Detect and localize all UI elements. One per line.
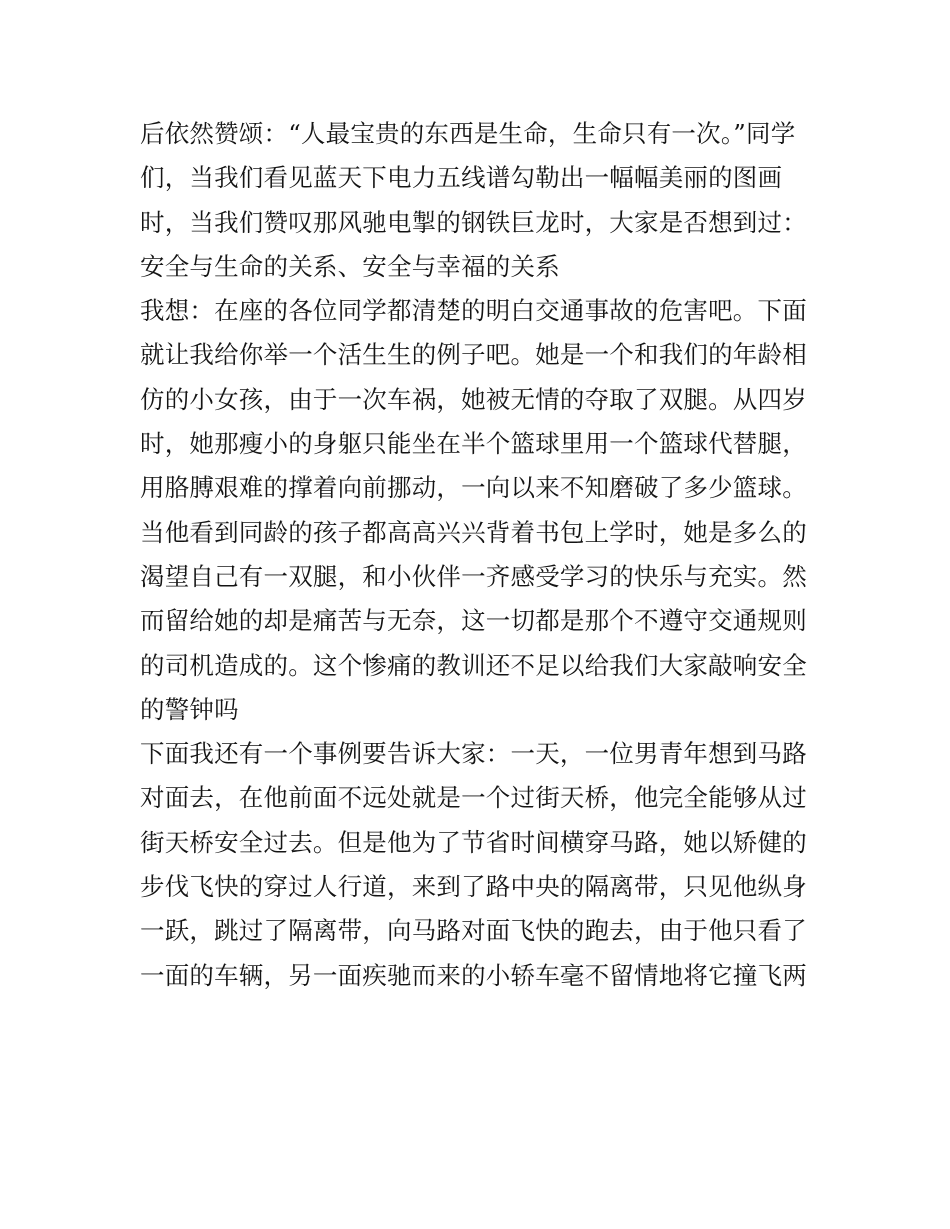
text-line: 一面的车辆，另一面疾驰而来的小轿车毫不留情地将它撞飞两 bbox=[140, 960, 807, 990]
text-line: 步伐飞快的穿过人行道，来到了路中央的隔离带，只见他纵身 bbox=[140, 872, 807, 902]
text-line: 的司机造成的。这个惨痛的教训还不足以给我们大家敲响安全 bbox=[140, 650, 807, 680]
text-line: 一跃，跳过了隔离带，向马路对面飞快的跑去，由于他只看了 bbox=[140, 916, 807, 946]
body-text bbox=[140, 112, 820, 998]
text-line: 当他看到同龄的孩子都高高兴兴背着书包上学时，她是多么的 bbox=[140, 517, 807, 547]
text-line: 的警钟吗 bbox=[140, 694, 239, 724]
text-line: 我想：在座的各位同学都清楚的明白交通事故的危害吧。下面 bbox=[140, 296, 807, 326]
text-line: 时，她那瘦小的身躯只能坐在半个篮球里用一个篮球代替腿， bbox=[140, 429, 807, 459]
text-line: 安全与生命的关系、安全与幸福的关系 bbox=[140, 251, 560, 281]
text-line: 下面我还有一个事例要告诉大家：一天，一位男青年想到马路 bbox=[140, 739, 807, 769]
text-line: 而留给她的却是痛苦与无奈，这一切都是那个不遵守交通规则 bbox=[140, 606, 807, 636]
text-line: 们，当我们看见蓝天下电力五线谱勾勒出一幅幅美丽的图画 bbox=[140, 163, 783, 193]
text-line: 就让我给你举一个活生生的例子吧。她是一个和我们的年龄相 bbox=[140, 340, 807, 370]
text-line: 对面去，在他前面不远处就是一个过街天桥，他完全能够从过 bbox=[140, 783, 807, 813]
text-line: 仿的小女孩，由于一次车祸，她被无情的夺取了双腿。从四岁 bbox=[140, 384, 807, 414]
text-line: 渴望自己有一双腿，和小伙伴一齐感受学习的快乐与充实。然 bbox=[140, 561, 807, 591]
text-line: 后依然赞颂：“人最宝贵的东西是生命，生命只有一次。”同学 bbox=[140, 119, 796, 148]
text-line: 街天桥安全过去。但是他为了节省时间横穿马路，她以矫健的 bbox=[140, 827, 807, 857]
text-line: 时，当我们赞叹那风驰电掣的钢铁巨龙时，大家是否想到过： bbox=[140, 207, 807, 237]
text-line: 用胳膊艰难的撑着向前挪动，一向以来不知磨破了多少篮球。 bbox=[140, 473, 807, 503]
